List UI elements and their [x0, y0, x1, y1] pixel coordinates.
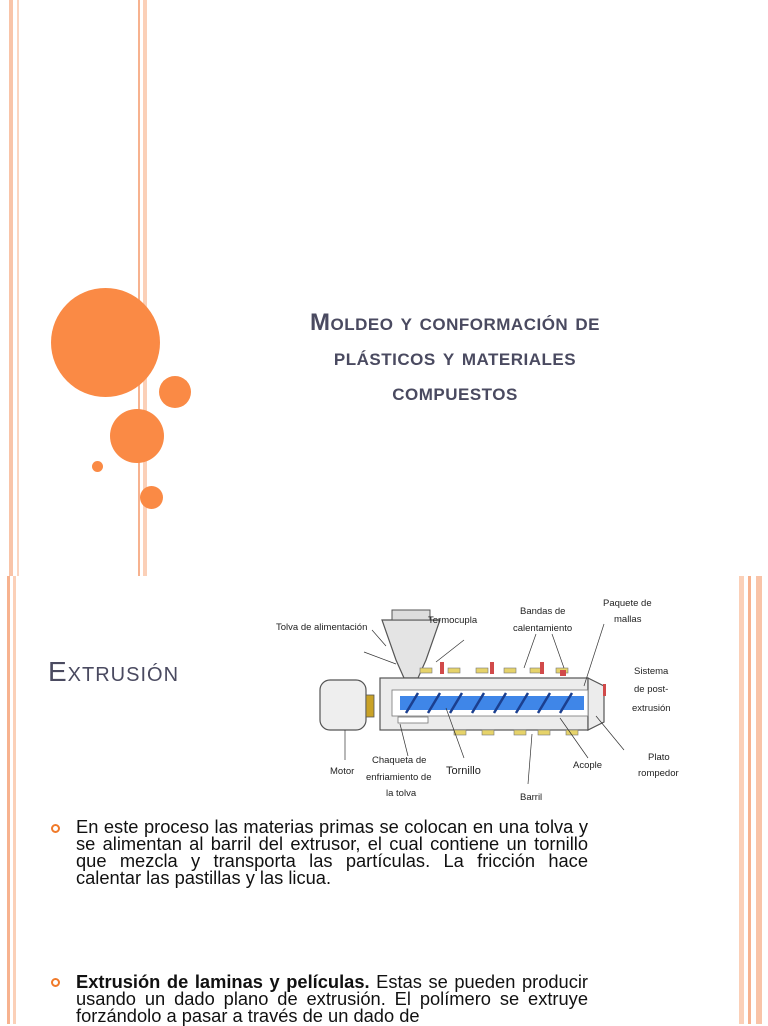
- label-motor: Motor: [330, 766, 355, 777]
- bullet-marker: [51, 978, 60, 987]
- decorative-stripe: [748, 576, 751, 1024]
- extruder-diagram: [268, 590, 688, 805]
- decorative-circle: [110, 409, 164, 463]
- label-breaker-plate: rompedor: [638, 768, 679, 779]
- slide-title: Extrusión: [48, 656, 180, 687]
- paragraph-bold: Extrusión de laminas y películas.: [76, 971, 370, 992]
- title-line: Moldeo y conformación de: [310, 309, 600, 336]
- screw-shape: [400, 696, 584, 710]
- label-post-extrusion: Sistema: [634, 666, 669, 677]
- label-jacket: enfriamiento de: [366, 772, 432, 783]
- label-jacket: Chaqueta de: [372, 755, 427, 766]
- decorative-circle-large: [51, 288, 160, 397]
- paragraph-text: En este proceso las materias primas se colocan en una tolva y se alimentan al barril del extrusor, el cual contiene un tornillo que mezcla y transporta las partículas. La fricción hace calentar las pastillas y las licua.: [76, 816, 588, 888]
- label-jacket: la tolva: [386, 788, 417, 799]
- decorative-stripe: [138, 0, 140, 576]
- decorative-stripe: [9, 0, 13, 576]
- slide-title: [205, 305, 705, 410]
- label-screen-pack: mallas: [614, 614, 642, 625]
- label-post-extrusion: extrusión: [632, 703, 671, 714]
- title-line: compuestos: [392, 379, 518, 406]
- paragraph-text: Estas se pueden producir usando un dado plano de extrusión. El polímero se extruye forzándolo a pasar a través de un dado de: [76, 971, 588, 1026]
- label-heating-bands: calentamiento: [513, 623, 573, 634]
- label-screw: Tornillo: [446, 765, 481, 777]
- decorative-stripe: [13, 576, 16, 1024]
- decorative-circle: [140, 486, 163, 509]
- label-thermocouple: Termocupla: [428, 615, 478, 626]
- bullet-marker: [51, 824, 60, 833]
- label-screen-pack: Paquete de: [603, 598, 652, 609]
- decorative-circle: [159, 376, 191, 408]
- label-heating-bands: Bandas de: [520, 606, 566, 617]
- label-post-extrusion: de post-: [634, 684, 669, 695]
- motor-shape: [320, 680, 366, 730]
- decorative-stripe: [7, 576, 10, 1024]
- label-barrel: Barril: [520, 792, 543, 803]
- label-breaker-plate: Plato: [648, 752, 670, 763]
- decorative-stripe: [756, 576, 762, 1024]
- bullet-paragraph: [76, 973, 588, 1024]
- label-hopper: Tolva de alimentación: [276, 622, 368, 633]
- decorative-stripe: [17, 0, 19, 576]
- decorative-stripe: [739, 576, 744, 1024]
- bullet-paragraph: [76, 818, 588, 886]
- decorative-circle: [92, 461, 103, 472]
- label-coupling: Acople: [573, 760, 603, 771]
- title-line: plásticos y materiales: [333, 344, 577, 371]
